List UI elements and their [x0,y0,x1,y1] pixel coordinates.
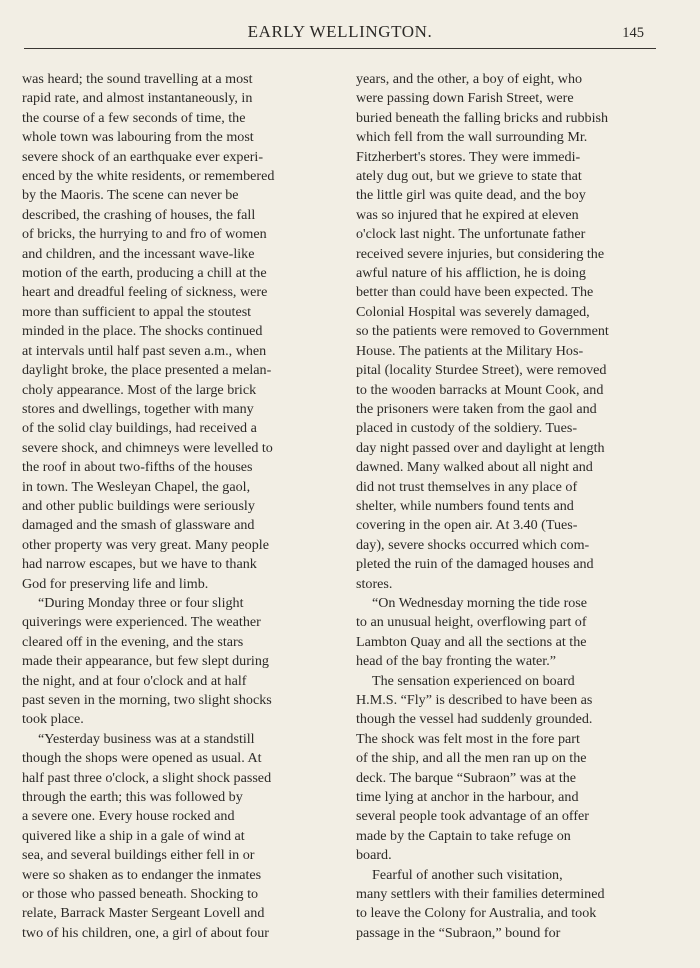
text-line: of bricks, the hurrying to and fro of women [22,226,267,243]
paragraph [22,70,322,594]
text-line: rapid rate, and almost instantaneously, in [22,90,253,107]
text-line: minded in the place. The shocks continued [22,323,263,340]
text-line: which fell from the wall surrounding Mr. [356,129,588,146]
text-line: awful nature of his affliction, he is doing [356,265,586,282]
text-line: were so shaken as to endanger the inmates [22,866,262,883]
paragraph [356,672,656,866]
text-line: the little girl was quite dead, and the boy [356,187,586,204]
text-line: more than sufficient to appal the stoutest [22,303,252,320]
text-line: quivered like a ship in a gale of wind at [22,827,245,844]
text-line: Colonial Hospital was severely damaged, [356,303,590,320]
text-line: several people took advantage of an offer [356,808,589,825]
text-line: made their appearance, but few slept during [22,653,269,670]
text-line: passage in the “Subraon,” bound for [356,924,561,941]
text-line: damaged and the smash of glassware and [22,517,255,534]
text-line: to the wooden barracks at Mount Cook, and [356,381,604,398]
text-line: quiverings were experienced. The weather [22,614,261,631]
text-line: buried beneath the falling bricks and rubbish [356,109,609,126]
text-line: heart and dreadful feeling of sickness, were [22,284,268,301]
text-line: cleared off in the evening, and the stars [22,633,244,650]
text-line: two of his children, one, a girl of about four [22,924,269,941]
text-line: a severe one. Every house rocked and [22,808,235,825]
text-line: and children, and the incessant wave-like [22,245,255,262]
right-column [356,70,656,943]
paragraph [22,730,322,943]
text-line: Fitzherbert's stores. They were immedi- [356,148,581,165]
text-line: Fearful of another such visitation, [372,866,563,883]
text-line: of the ship, and all the men ran up on the [356,750,587,767]
text-line: made by the Captain to take refuge on [356,827,571,844]
text-line: enced by the white residents, or remembered [22,168,275,185]
text-line: head of the bay fronting the water.” [356,653,556,670]
text-line: “On Wednesday morning the tide rose [372,594,588,611]
text-line: motion of the earth, producing a chill at the [22,265,267,282]
text-line: shelter, while numbers found tents and [356,497,574,514]
text-line: severe shock of an earthquake ever experi- [22,148,264,165]
text-line: time lying at anchor in the harbour, and [356,789,579,806]
text-line: were passing down Farish Street, were [356,90,574,107]
text-line: though the shops were opened as usual. At [22,750,262,767]
text-line: God for preserving life and limb. [22,575,209,592]
text-line: years, and the other, a boy of eight, who [356,71,583,87]
text-line: described, the crashing of houses, the fall [22,206,256,223]
text-line: severe shock, and chimneys were levelled to [22,439,273,456]
paragraph [356,594,656,672]
text-line: to an unusual height, overflowing part of [356,614,587,631]
text-line: covering in the open air. At 3.40 (Tues- [356,517,578,534]
text-line: the course of a few seconds of time, the [22,109,246,126]
text-line: by the Maoris. The scene can never be [22,187,239,204]
text-line: so the patients were removed to Government [356,323,609,340]
text-line: at intervals until half past seven a.m., when [22,342,267,359]
page-header [24,22,656,49]
text-line: relate, Barrack Master Sergeant Lovell and [22,905,265,922]
text-line: many settlers with their families determined [356,886,605,903]
text-line: better than could have been expected. The [356,284,594,301]
text-line: the night, and at four o'clock and at half [22,672,247,689]
text-line: past seven in the morning, two slight shocks [22,692,272,708]
text-line: day night passed over and daylight at length [356,439,605,456]
text-line: pital (locality Sturdee Street), were removed [356,362,607,379]
text-line: daylight broke, the place presented a melan- [22,362,272,379]
text-line: to leave the Colony for Australia, and took [356,905,597,922]
text-line: had narrow escapes, but we have to thank [22,556,257,573]
text-line: stores and dwellings, together with many [22,400,254,417]
text-line: dawned. Many walked about all night and [356,459,593,476]
text-line: “Yesterday business was at a standstill [38,730,255,747]
text-line: or those who passed beneath. Shocking to [22,886,259,903]
text-line: and other public buildings were seriously [22,497,255,514]
text-line: o'clock last night. The unfortunate father [356,226,586,243]
text-line: The shock was felt most in the fore part [356,730,580,747]
left-column [22,70,322,943]
text-line: choly appearance. Most of the large brick [22,381,257,398]
text-line: H.M.S. “Fly” is described to have been as [356,692,593,708]
text-line: the prisoners were taken from the gaol and [356,400,597,417]
text-line: board. [356,847,392,864]
text-line: ately dug out, but we grieve to state that [356,168,582,185]
paragraph [356,70,656,594]
text-line: though the vessel had suddenly grounded. [356,711,593,728]
text-line: House. The patients at the Military Hos- [356,342,584,359]
text-line: pleted the ruin of the damaged houses and [356,556,594,573]
text-line: took place. [22,711,84,728]
text-line: The sensation experienced on board [372,672,575,689]
paragraph [356,866,656,944]
running-title: EARLY WELLINGTON. [247,22,433,41]
text-line: was so injured that he expired at eleven [356,206,579,223]
text-line: in town. The Wesleyan Chapel, the gaol, [22,478,251,495]
page-number: 145 [622,25,644,41]
text-line: stores. [356,575,393,592]
text-line: did not trust themselves in any place of [356,478,578,495]
text-line: was heard; the sound travelling at a most [22,71,253,87]
text-line: received severe injuries, but considering the [356,245,605,262]
text-line: sea, and several buildings either fell in or [22,847,255,864]
text-line: half past three o'clock, a slight shock passed [22,769,272,786]
paragraph [22,594,322,730]
text-line: “During Monday three or four slight [38,594,244,611]
text-line: of the solid clay buildings, had received a [22,420,257,437]
text-line: Lambton Quay and all the sections at the [356,633,587,650]
text-line: other property was very great. Many people [22,536,269,553]
text-line: through the earth; this was followed by [22,789,243,806]
text-line: placed in custody of the soldiery. Tues- [356,420,578,437]
text-line: whole town was labouring from the most [22,129,254,146]
text-line: the roof in about two-fifths of the houses [22,459,253,476]
text-line: deck. The barque “Subraon” was at the [356,769,577,786]
text-line: day), severe shocks occurred which com- [356,536,590,553]
